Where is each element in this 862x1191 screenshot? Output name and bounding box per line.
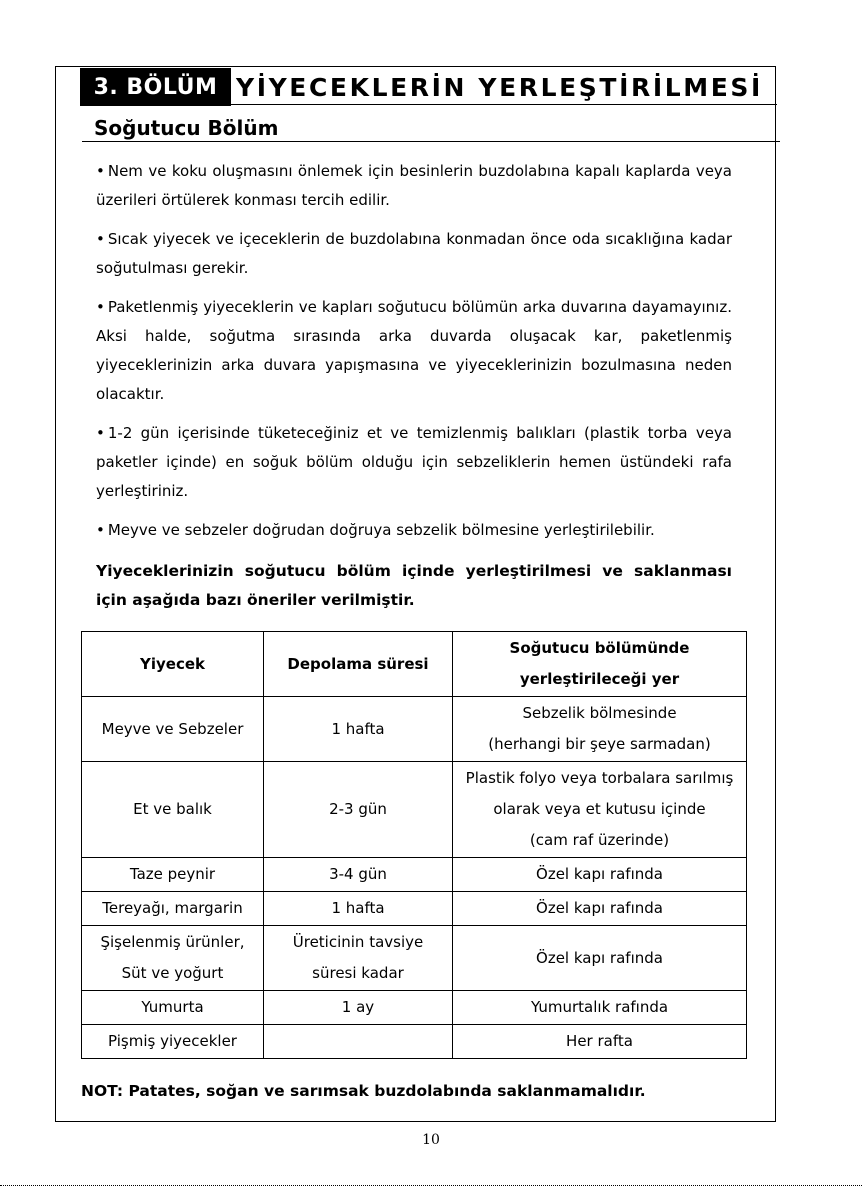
cell-location [453, 926, 747, 991]
storage-table [81, 631, 747, 1059]
cell-food [82, 991, 264, 1025]
bottom-rule [0, 1185, 862, 1186]
bullet-item: • Sıcak yiyecek ve içeceklerin de buzdolabına konmadan önce oda sıcaklığına kadar soğutulması gerekir. [96, 230, 732, 277]
cell-line: Taze peynir [129, 865, 216, 883]
cell-line [268, 1026, 448, 1057]
table-row [82, 762, 747, 858]
cell-duration [264, 1025, 453, 1059]
cell-location [453, 858, 747, 892]
cell-duration [264, 697, 453, 762]
bullet-item: • Paketlenmiş yiyeceklerin ve kapları soğutucu bölümün arka duvarına dayamayınız. Aksi halde, soğutma sırasında arka duvarda oluşacak kar, paketlenmiş yiyeceklerinizin arka duvara yapışmasına ve yiyeceklerinizin bozulmasına neden olacaktır. [96, 298, 732, 403]
header-duration: Depolama süresi [264, 632, 453, 697]
cell-food [82, 892, 264, 926]
bullet-dot-icon: • [96, 230, 105, 248]
bullet-dot-icon: • [96, 521, 105, 539]
cell-location [453, 762, 747, 858]
cell-food [82, 762, 264, 858]
header-location: Soğutucu bölümünde yerleştirileceği yer [453, 632, 747, 697]
cell-line: 3-4 gün [329, 865, 387, 883]
table-row [82, 991, 747, 1025]
cell-line: Tereyağı, margarin [102, 899, 243, 917]
bullet-item: • Meyve ve sebzeler doğrudan doğruya sebzelik bölmesine yerleştirilebilir. [96, 521, 655, 539]
table-row [82, 926, 747, 991]
bullet-dot-icon: • [96, 424, 105, 442]
content-body [96, 157, 732, 615]
cell-line: 1 ay [341, 998, 375, 1016]
cell-food [82, 1025, 264, 1059]
page-number: 10 [422, 1132, 440, 1148]
cell-line: 1 hafta [331, 719, 385, 738]
cell-food [82, 697, 264, 762]
cell-line: (cam raf üzerinde) [529, 831, 670, 849]
cell-line: Üreticinin tavsiye [292, 933, 424, 951]
section-rule [82, 141, 780, 142]
bullet-item: • 1-2 gün içerisinde tüketeceğiniz et ve temizlenmiş balıkları (plastik torba veya paketler içinde) en soğuk bölüm olduğu için sebzeliklerin hemen üstündeki rafa yerleştiriniz. [96, 424, 732, 500]
cell-line: Özel kapı rafında [536, 899, 663, 917]
cell-location [453, 1025, 747, 1059]
cell-line: Sebzelik bölmesinde [522, 704, 677, 722]
cell-duration [264, 991, 453, 1025]
cell-food [82, 926, 264, 991]
table-row [82, 892, 747, 926]
cell-line: Yumurtalık rafında [530, 998, 669, 1016]
cell-line: Meyve ve Sebzeler [101, 719, 244, 738]
cell-duration [264, 892, 453, 926]
cell-line: Yumurta [141, 998, 204, 1016]
bullet-dot-icon: • [96, 162, 105, 180]
cell-location [453, 697, 747, 762]
cell-duration [264, 926, 453, 991]
cell-food [82, 858, 264, 892]
table-body [82, 697, 747, 1059]
cell-line: 1 hafta [331, 899, 385, 917]
table-row [82, 1025, 747, 1059]
bullet-item: • Nem ve koku oluşmasını önlemek için besinlerin buzdolabına kapalı kaplarda veya üzerileri örtülerek konması tercih edilir. [96, 162, 732, 209]
cell-line: Plastik folyo veya torbalara sarılmış [465, 769, 734, 787]
note: NOT: Patates, soğan ve sarımsak buzdolabında saklanmamalıdır. [81, 1082, 646, 1100]
title-rule [231, 104, 777, 105]
cell-line: Et ve balık [133, 800, 212, 818]
section-title: Soğutucu Bölüm [94, 116, 279, 140]
cell-location [453, 991, 747, 1025]
cell-line: Pişmiş yiyecekler [108, 1032, 237, 1050]
cell-line: Özel kapı rafında [536, 865, 663, 883]
table-row [82, 858, 747, 892]
chapter-badge: 3. BÖLÜM [80, 68, 231, 106]
cell-line: 2-3 gün [329, 800, 387, 818]
table-intro: Yiyeceklerinizin soğutucu bölüm içinde yerleştirilmesi ve saklanması için aşağıda bazı öneriler verilmiştir. [96, 562, 732, 609]
cell-line: süresi kadar [312, 964, 404, 982]
table-row [82, 697, 747, 762]
table-header-row [82, 632, 747, 697]
cell-location [453, 892, 747, 926]
cell-line: olarak veya et kutusu içinde [493, 800, 706, 818]
cell-line: Şişelenmiş ürünler, [100, 933, 245, 951]
chapter-title: YİYECEKLERİN YERLEŞTİRİLMESİ [236, 73, 763, 102]
cell-line: (herhangi bir şeye sarmadan) [488, 735, 711, 753]
header-food: Yiyecek [82, 632, 264, 697]
cell-duration [264, 762, 453, 858]
cell-line: Özel kapı rafında [536, 948, 663, 967]
cell-line: Süt ve yoğurt [121, 964, 224, 982]
bullet-dot-icon: • [96, 298, 105, 316]
cell-line: Her rafta [566, 1032, 633, 1050]
cell-duration [264, 858, 453, 892]
